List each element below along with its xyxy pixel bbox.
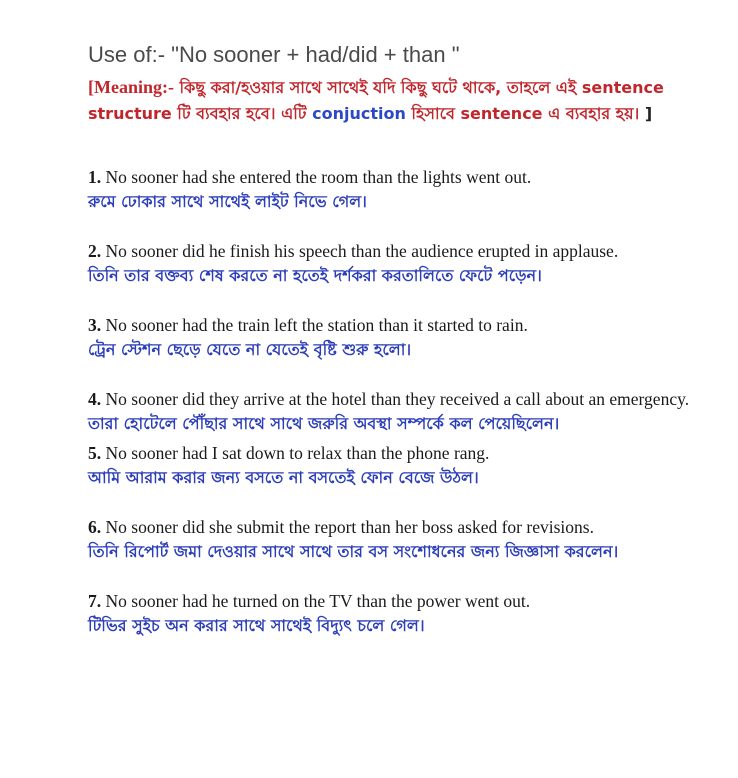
example-english-text: No sooner did they arrive at the hotel than they received a call about an emergency.	[101, 389, 690, 409]
example-english	[88, 387, 708, 411]
example-bengali: আমি আরাম করার জন্য বসতে না বসতেই ফোন বেজে উঠল।	[88, 468, 479, 487]
example-english-text: No sooner did he finish his speech than the audience erupted in applause.	[101, 241, 619, 261]
meaning-term-sentence: sentence	[460, 104, 543, 123]
example-number: 4.	[88, 389, 102, 409]
meaning-text-1: কিছু করা/হওয়ার সাথে সাথেই যদি কিছু ঘটে থাকে, তাহলে এই	[173, 78, 582, 97]
example-item-2	[88, 239, 708, 289]
example-english-text: No sooner had I sat down to relax than the phone rang.	[101, 443, 490, 463]
example-english	[88, 441, 708, 465]
meaning-text-2: টি ব্যবহার হবে।	[171, 104, 282, 123]
example-english	[88, 313, 708, 337]
example-number: 7.	[88, 591, 102, 611]
example-english-text: No sooner did she submit the report than her boss asked for revisions.	[101, 517, 594, 537]
meaning-text-3: এটি	[281, 104, 313, 123]
example-item-7	[88, 589, 708, 639]
example-bengali: তিনি রিপোর্ট জমা দেওয়ার সাথে সাথে তার বস সংশোধনের জন্য জিজ্ঞাসা করলেন।	[88, 542, 619, 561]
example-bengali: তারা হোটেলে পৌঁছার সাথে সাথে জরুরি অবস্থা সম্পর্কে কল পেয়েছিলেন।	[88, 414, 560, 433]
example-item-5	[88, 441, 708, 491]
example-english	[88, 589, 708, 613]
example-english	[88, 165, 708, 189]
meaning-close-bracket: ]	[644, 104, 653, 123]
example-item-3	[88, 313, 708, 363]
example-number: 1.	[88, 167, 102, 187]
example-english-text: No sooner had he turned on the TV than the power went out.	[101, 591, 531, 611]
example-english-text: No sooner had she entered the room than the lights went out.	[101, 167, 532, 187]
meaning-term-structure: sentence structure	[88, 78, 664, 123]
example-item-1	[88, 165, 708, 215]
example-english	[88, 239, 708, 263]
example-english	[88, 515, 708, 539]
example-english-text: No sooner had the train left the station than it started to rain.	[101, 315, 528, 335]
meaning-text-5: এ ব্যবহার হয়।	[542, 104, 645, 123]
document-page	[88, 40, 708, 663]
example-number: 2.	[88, 241, 102, 261]
example-bengali: রুমে ঢোকার সাথে সাথেই লাইট নিভে গেল।	[88, 192, 367, 211]
example-number: 6.	[88, 517, 102, 537]
example-number: 3.	[88, 315, 102, 335]
example-bengali: ট্রেন স্টেশন ছেড়ে যেতে না যেতেই বৃষ্টি শুরু হলো।	[88, 340, 412, 359]
meaning-paragraph	[88, 74, 708, 127]
example-number: 5.	[88, 443, 102, 463]
example-item-6	[88, 515, 708, 565]
example-bengali: তিনি তার বক্তব্য শেষ করতে না হতেই দর্শকরা করতালিতে ফেটে পড়েন।	[88, 266, 542, 285]
meaning-lead: [Meaning:-	[88, 77, 174, 97]
meaning-term-conjunction: conjuction	[312, 104, 406, 123]
example-item-4	[88, 387, 708, 437]
meaning-text-4: হিসাবে	[405, 104, 461, 123]
example-bengali: টিভির সুইচ অন করার সাথে সাথেই বিদ্যুৎ চলে গেল।	[88, 616, 425, 635]
page-title: Use of:- "No sooner + had/did + than "	[88, 42, 460, 67]
